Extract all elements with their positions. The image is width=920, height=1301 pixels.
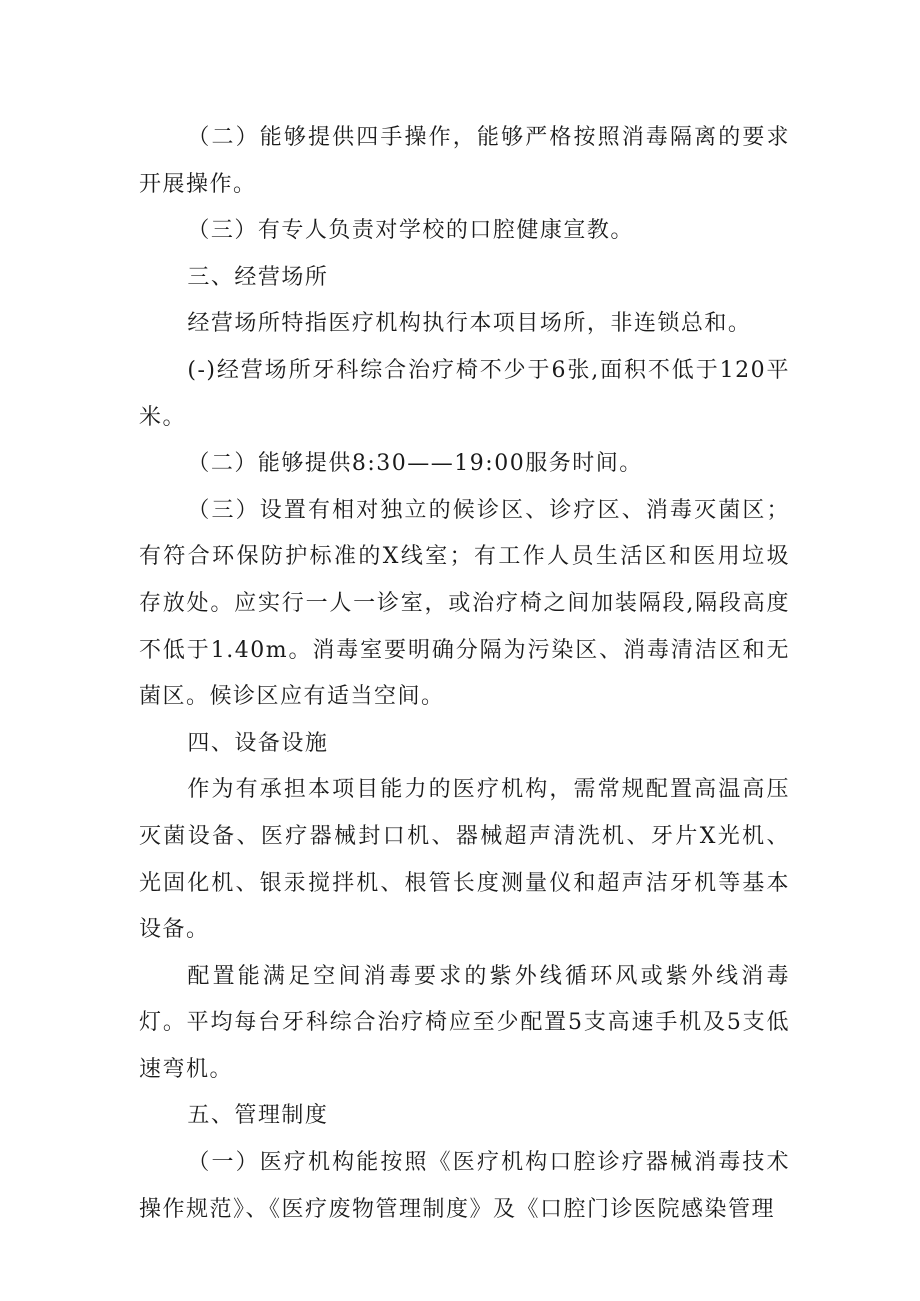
paragraph-four-hand-operation: （二）能够提供四手操作，能够严格按照消毒隔离的要求开展操作。 — [139, 125, 790, 197]
paragraph-management-regulations: （一）医疗机构能按照《医疗机构口腔诊疗器械消毒技术操作规范》、《医疗废物管理制度》及《口腔门诊医院感染管理 — [139, 1150, 790, 1222]
paragraph-oral-health-education: （三）有专人负责对学校的口腔健康宣教。 — [187, 218, 634, 244]
paragraph-dental-chairs-area: (-)经营场所牙科综合治疗椅不少于6张,面积不低于120平米。 — [139, 357, 790, 430]
section-heading-business-premises: 三、经营场所 — [187, 264, 329, 290]
paragraph-premises-definition: 经营场所特指医疗机构执行本项目场所，非连锁总和。 — [187, 311, 752, 337]
document-body — [139, 115, 790, 1233]
paragraph-zones-layout: （三）设置有相对独立的候诊区、诊疗区、消毒灭菌区；有符合环保防护标准的X线室；有工作人员生活区和医用垃圾存放处。应实行一人一诊室，或治疗椅之间加装隔段,隔段高度不低于1.40m。消毒室要明确分隔为污染区、消毒清洁区和无菌区。候诊区应有适当空间。 — [139, 497, 790, 710]
section-heading-equipment: 四、设备设施 — [187, 730, 329, 756]
paragraph-uv-disinfection: 配置能满足空间消毒要求的紫外线循环风或紫外线消毒灯。平均每台牙科综合治疗椅应至少配置5支高速手机及5支低速弯机。 — [139, 963, 790, 1082]
section-heading-management-system: 五、管理制度 — [187, 1103, 329, 1129]
paragraph-service-hours: （二）能够提供8:30——19:00服务时间。 — [187, 451, 643, 477]
paragraph-basic-equipment: 作为有承担本项目能力的医疗机构，需常规配置高温高压灭菌设备、医疗器械封口机、器械超声清洗机、牙片X光机、光固化机、银汞搅拌机、根管长度测量仪和超声洁牙机等基本设备。 — [139, 777, 790, 943]
